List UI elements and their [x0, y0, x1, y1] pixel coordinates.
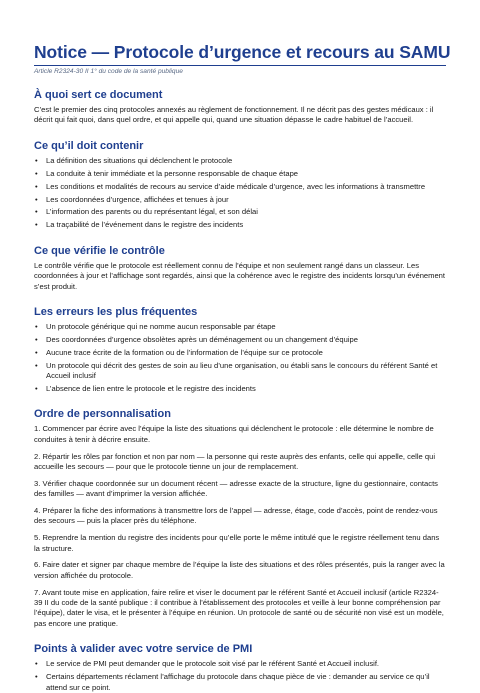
section-heading: Les erreurs les plus fréquentes — [34, 305, 198, 318]
list-item — [34, 361, 446, 382]
bullet-icon: • — [35, 181, 38, 191]
bullet-icon: • — [35, 347, 38, 357]
list-item — [34, 335, 446, 345]
list-item — [34, 348, 446, 358]
list-item — [34, 182, 446, 192]
list-item-text: Les coordonnées d’urgence, affichées et tenues à jour — [46, 194, 229, 204]
section-heading: Ordre de personnalisation — [34, 408, 171, 421]
bullet-list — [34, 156, 446, 231]
list-item-text: La traçabilité de l’événement dans le registre des incidents — [46, 220, 244, 230]
list-item-text: Certains départements réclament l’affichage du protocole dans chaque pièce de vie : demander au service ce qu’il attend sur ce point. — [46, 672, 430, 692]
step-item: 4. Préparer la fiche des informations à transmettre lors de l’appel — adresse, étage, code d’accès, point de rendez-vous des secours — puis la placer près du téléphone. — [34, 506, 438, 526]
bullet-icon: • — [35, 207, 38, 217]
bullet-icon: • — [35, 334, 38, 344]
bullet-icon: • — [35, 672, 38, 682]
list-item — [34, 156, 446, 166]
list-item-text: Un protocole générique qui ne nomme aucun responsable par étape — [46, 321, 276, 331]
list-item-text: Des coordonnées d’urgence obsolètes après un déménagement ou un changement d’équipe — [46, 334, 358, 344]
section-heading: Ce qu’il doit contenir — [34, 139, 144, 152]
list-item — [34, 195, 446, 205]
list-item — [34, 659, 446, 669]
bullet-icon: • — [35, 194, 38, 204]
list-item-text: L’information des parents ou du représentant légal, et son délai — [46, 207, 258, 217]
list-item-text: L’absence de lien entre le protocole et le registre des incidents — [46, 384, 256, 393]
list-item — [34, 384, 446, 394]
list-item — [34, 672, 446, 693]
step-item: 7. Avant toute mise en application, faire relire et viser le document par le référent Santé et Accueil inclusif (article R2324-39 II du code de la santé publique : il contribue à l’établissement des protocoles et veille à leur bonne compréhension par l’équipe), dater le visa, et le présenter à l’équipe en réunion. Un protocole de santé ou de sécurité non visé est un modèle, pas encore une pratique. — [34, 587, 444, 628]
list-item-text: La conduite à tenir immédiate et la personne responsable de chaque étape — [46, 168, 299, 178]
list-item — [34, 207, 446, 217]
bullet-icon: • — [35, 384, 38, 393]
list-item — [34, 169, 446, 179]
list-item-text: Aucune trace écrite de la formation ou de l’information de l’équipe sur ce protocole — [46, 347, 323, 357]
step-item: 6. Faire dater et signer par chaque membre de l’équipe la liste des situations et des rôles présentés, puis la ranger avec la version affichée du protocole. — [34, 560, 445, 580]
title-rule — [34, 65, 446, 66]
section-heading: Points à valider avec votre service de PMI — [34, 643, 253, 656]
bullet-list — [34, 322, 446, 394]
step-item: 2. Répartir les rôles par fonction et non par nom — la personne qui reste auprès des enfants, celle qui appelle, celle qui accueille les secours — pour que le protocole tienne un jour de remplacement. — [34, 451, 436, 472]
document-subtitle: Article R2324-30 II 1° du code de la santé publique — [34, 68, 183, 75]
step-item: 3. Vérifier chaque coordonnée sur un document récent — adresse exacte de la structure, ligne du gestionnaire, contacts des familles — avant d’imprimer la version affichée. — [34, 478, 438, 499]
section-paragraph: C’est le premier des cinq protocoles annexés au règlement de fonctionnement. Il ne décrit pas des gestes médicaux : il décrit qui fait quoi, dans quel ordre, et qui appelle qui, quand une situation dépasse le cadre habituel de l’accueil. — [34, 105, 434, 125]
document-title: Notice — Protocole d’urgence et recours au SAMU — [34, 42, 451, 62]
bullet-icon: • — [35, 321, 38, 331]
step-item: 1. Commencer par écrire avec l’équipe la liste des situations qui déclenchent le protocole : elle détermine le nombre de conduites à tenir à décrire ensuite. — [34, 424, 434, 444]
section-heading: Ce que vérifie le contrôle — [34, 244, 165, 257]
bullet-icon: • — [35, 659, 38, 669]
step-item: 5. Reprendre la mention du registre des incidents pour qu’elle porte le même intitulé que le registre réellement tenu dans la structure. — [34, 533, 440, 553]
list-item — [34, 220, 446, 230]
bullet-list — [34, 659, 446, 693]
list-item-text: Les conditions et modalités de recours au service d’aide médicale d’urgence, avec les informations à transmettre — [46, 181, 426, 191]
list-item-text: La définition des situations qui déclenchent le protocole — [46, 155, 233, 165]
section-paragraph: Le contrôle vérifie que le protocole est réellement connu de l’équipe et non seulement rangé dans un classeur. Les coordonnées à jour et l’affichage sont regardés, ainsi que la cohérence avec le registre des incidents lorsqu’un événement s’est produit. — [34, 260, 446, 291]
bullet-icon: • — [35, 220, 38, 230]
numbered-steps — [34, 424, 446, 629]
section-heading: À quoi sert ce document — [34, 89, 163, 101]
list-item-text: Le service de PMI peut demander que le protocole soit visé par le référent Santé et Accueil inclusif. — [46, 659, 380, 669]
bullet-icon: • — [35, 168, 38, 178]
bullet-icon: • — [35, 155, 38, 165]
list-item — [34, 322, 446, 332]
list-item-text: Un protocole qui décrit des gestes de soin au lieu d’une organisation, ou établi sans le concours du référent Santé et Accueil inclusif — [46, 360, 438, 381]
bullet-icon: • — [35, 360, 38, 370]
